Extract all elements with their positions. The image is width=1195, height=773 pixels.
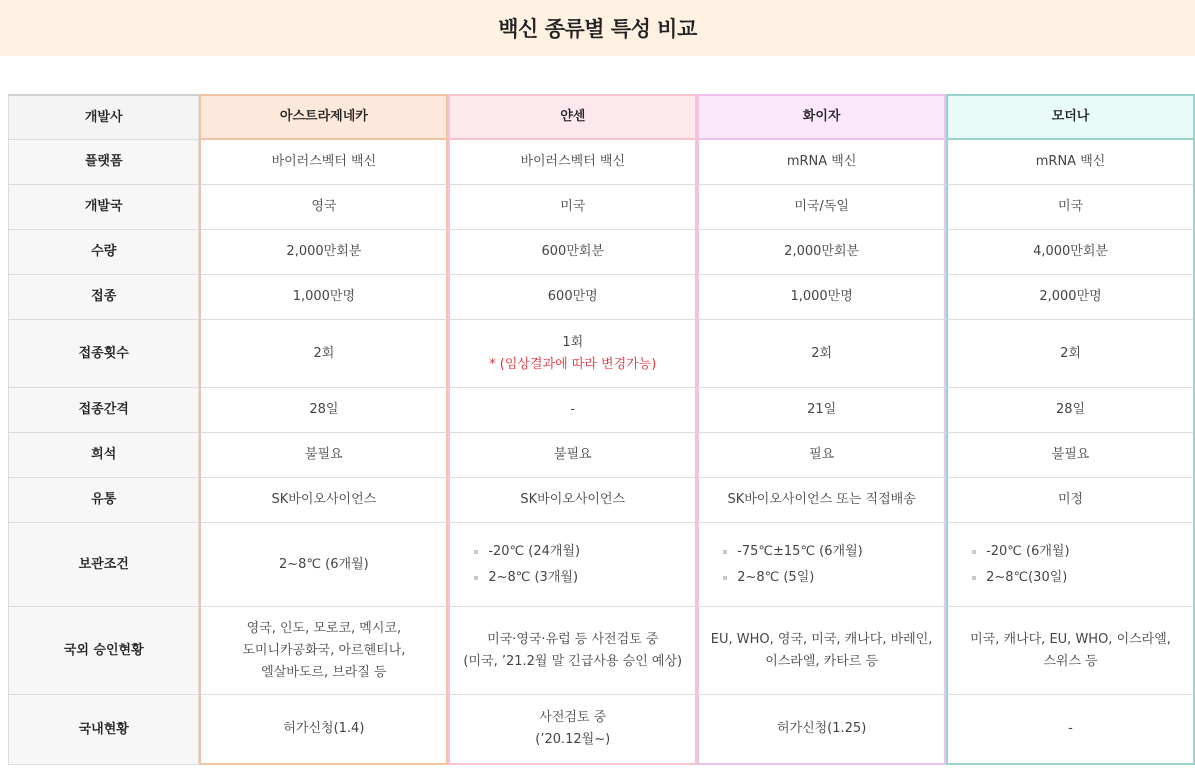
cell-line: 도미니카공화국, 아르헨티나, xyxy=(242,642,406,658)
table-row-doses xyxy=(8,320,1195,388)
table-cell xyxy=(448,695,697,765)
table-cell: 미국 xyxy=(448,185,697,230)
cell-line: 이스라엘, 카타르 등 xyxy=(765,653,879,669)
row-label: 접종횟수 xyxy=(8,320,199,388)
table-cell xyxy=(697,607,946,695)
table-cell: - xyxy=(946,695,1195,765)
table-cell: 허가신청(1.25) xyxy=(697,695,946,765)
table-cell xyxy=(448,607,697,695)
change-note: * (임상결과에 따라 변경가능) xyxy=(489,356,657,372)
row-label: 접종 xyxy=(8,275,199,320)
list-item: 2~8℃ (3개월) xyxy=(474,565,685,591)
table-cell: 필요 xyxy=(697,433,946,478)
table-row-country xyxy=(8,185,1195,230)
table-cell: 2~8℃ (6개월) xyxy=(199,523,448,607)
table-cell: 1,000만명 xyxy=(199,275,448,320)
cell-line: 1회 xyxy=(562,334,584,350)
list-item: 2~8℃ (5일) xyxy=(723,565,934,591)
cell-line: 영국, 인도, 모로코, 멕시코, xyxy=(246,620,402,636)
table-cell: 영국 xyxy=(199,185,448,230)
comparison-table-wrapper xyxy=(8,94,1195,765)
row-label: 유통 xyxy=(8,478,199,523)
table-cell: 21일 xyxy=(697,388,946,433)
table-cell: 2,000만회분 xyxy=(697,230,946,275)
table-cell xyxy=(697,523,946,607)
row-label: 희석 xyxy=(8,433,199,478)
table-cell: 바이러스벡터 백신 xyxy=(199,140,448,185)
table-cell: SK바이오사이언스 xyxy=(199,478,448,523)
storage-list xyxy=(460,539,685,591)
table-cell: 2회 xyxy=(199,320,448,388)
table-cell: 불필요 xyxy=(946,433,1195,478)
table-cell: 2회 xyxy=(697,320,946,388)
row-label: 개발국 xyxy=(8,185,199,230)
row-label: 접종간격 xyxy=(8,388,199,433)
table-row-storage xyxy=(8,523,1195,607)
row-label: 국외 승인현황 xyxy=(8,607,199,695)
table-cell: 600만회분 xyxy=(448,230,697,275)
title-bar xyxy=(0,0,1195,56)
table-cell xyxy=(448,523,697,607)
header-janssen: 얀센 xyxy=(448,94,697,140)
table-cell: 28일 xyxy=(946,388,1195,433)
cell-line: 스위스 등 xyxy=(1043,653,1098,669)
table-cell: 허가신청(1.4) xyxy=(199,695,448,765)
table-cell: SK바이오사이언스 xyxy=(448,478,697,523)
table-cell: 2회 xyxy=(946,320,1195,388)
cell-line: (미국, ’21.2월 말 긴급사용 승인 예상) xyxy=(463,653,683,669)
cell-line: EU, WHO, 영국, 미국, 캐나다, 바레인, xyxy=(710,631,933,647)
header-pfizer: 화이자 xyxy=(697,94,946,140)
table-row-distribution xyxy=(8,478,1195,523)
storage-list xyxy=(709,539,934,591)
table-row-domestic-status xyxy=(8,695,1195,765)
vaccine-comparison-table xyxy=(8,94,1195,765)
header-astrazeneca: 아스트라제네카 xyxy=(199,94,448,140)
cell-line: 미국·영국·유럽 등 사전검토 중 xyxy=(487,631,659,647)
table-cell: 1,000만명 xyxy=(697,275,946,320)
cell-line: (’20.12월~) xyxy=(535,732,611,747)
table-cell: mRNA 백신 xyxy=(697,140,946,185)
table-cell: 미정 xyxy=(946,478,1195,523)
list-item: -20℃ (24개월) xyxy=(474,539,685,565)
table-cell: 불필요 xyxy=(199,433,448,478)
table-cell: 4,000만회분 xyxy=(946,230,1195,275)
cell-line: 사전검토 중 xyxy=(539,710,607,725)
table-row-interval xyxy=(8,388,1195,433)
table-cell: 미국 xyxy=(946,185,1195,230)
table-cell xyxy=(946,607,1195,695)
table-cell: SK바이오사이언스 또는 직접배송 xyxy=(697,478,946,523)
table-cell: 2,000만명 xyxy=(946,275,1195,320)
cell-line: 엘살바도르, 브라질 등 xyxy=(261,664,387,680)
table-cell: mRNA 백신 xyxy=(946,140,1195,185)
table-cell xyxy=(946,523,1195,607)
list-item: -20℃ (6개월) xyxy=(972,539,1183,565)
table-row-quantity xyxy=(8,230,1195,275)
table-cell: 28일 xyxy=(199,388,448,433)
table-cell: 2,000만회분 xyxy=(199,230,448,275)
storage-list xyxy=(958,539,1183,591)
table-row-dilution xyxy=(8,433,1195,478)
table-cell: 불필요 xyxy=(448,433,697,478)
cell-line: 미국, 캐나다, EU, WHO, 이스라엘, xyxy=(970,631,1171,647)
list-item: -75℃±15℃ (6개월) xyxy=(723,539,934,565)
table-cell: 바이러스벡터 백신 xyxy=(448,140,697,185)
table-cell: 미국/독일 xyxy=(697,185,946,230)
table-header-row xyxy=(8,94,1195,140)
table-row-platform xyxy=(8,140,1195,185)
table-row-overseas-approval xyxy=(8,607,1195,695)
table-cell xyxy=(448,320,697,388)
row-label: 국내현황 xyxy=(8,695,199,765)
header-developer-label: 개발사 xyxy=(8,94,199,140)
row-label: 수량 xyxy=(8,230,199,275)
row-label: 플랫폼 xyxy=(8,140,199,185)
row-label: 보관조건 xyxy=(8,523,199,607)
table-cell: 600만명 xyxy=(448,275,697,320)
table-cell xyxy=(199,607,448,695)
table-row-vaccination xyxy=(8,275,1195,320)
list-item: 2~8℃(30일) xyxy=(972,565,1183,591)
page-title: 백신 종류별 특성 비교 xyxy=(498,17,697,41)
table-cell: - xyxy=(448,388,697,433)
header-moderna: 모더나 xyxy=(946,94,1195,140)
